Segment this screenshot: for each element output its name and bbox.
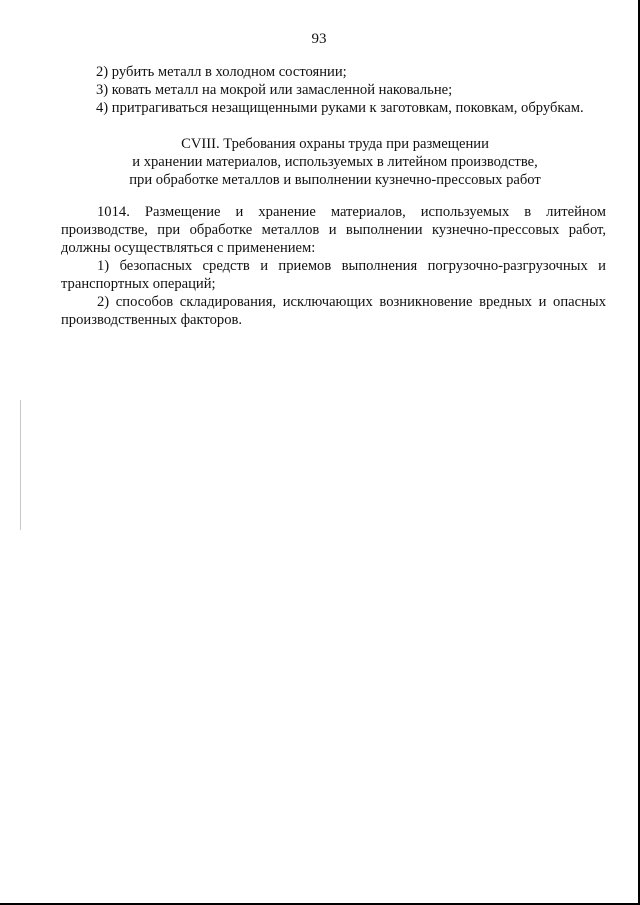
section-heading-line: при обработке металлов и выполнении кузнечно-прессовых работ [129,172,541,188]
section-heading [60,135,610,189]
list-item: 2) рубить металл в холодном состоянии; [96,64,347,80]
page-number: 93 [311,31,327,47]
paragraph-subitem-2: 2) способов складирования, исключающих возникновение вредных и опасных производственных факторов. [61,294,606,328]
scan-artifact-line [20,400,21,530]
paragraph-subitem-1: 1) безопасных средств и приемов выполнения погрузочно-разгрузочных и транспортных операций; [61,258,606,292]
section-heading-line: и хранении материалов, используемых в литейном производстве, [132,154,538,170]
section-heading-line: CVIII. Требования охраны труда при размещении [181,136,489,152]
section-body [61,203,606,329]
paragraph-1014: 1014. Размещение и хранение материалов, используемых в литейном производстве, при обработке металлов и выполнении кузнечно-прессовых работ, должны осуществляться с применением: [61,204,606,256]
prohibited-actions-list [96,63,616,117]
list-item: 3) ковать металл на мокрой или замасленной наковальне; [96,82,453,98]
list-item: 4) притрагиваться незащищенными руками к заготовкам, поковкам, обрубкам. [96,100,584,116]
